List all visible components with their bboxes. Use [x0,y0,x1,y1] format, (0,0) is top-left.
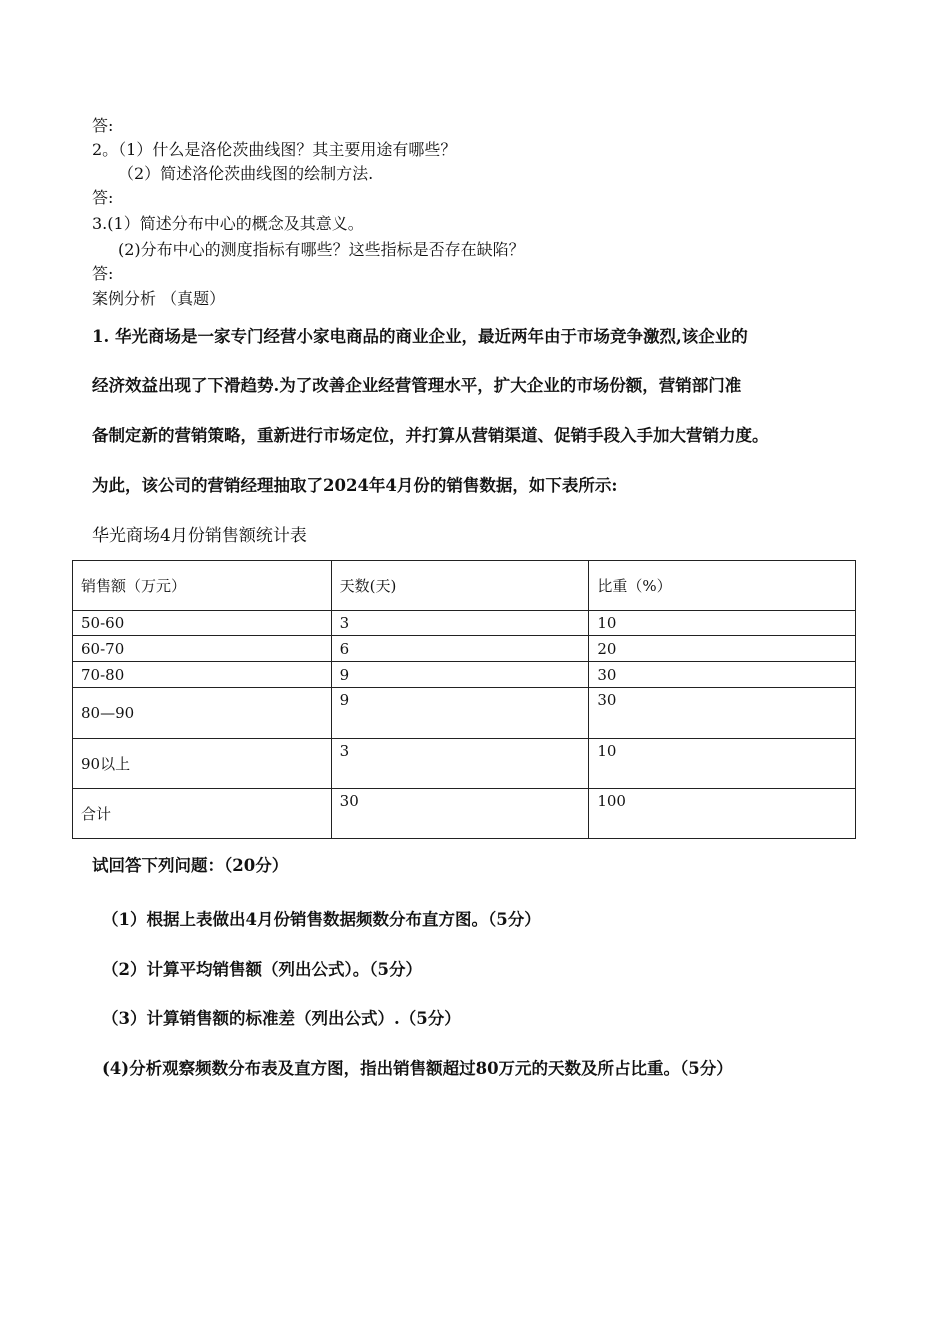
cell-proportion: 10 [589,739,856,789]
answer-label: 答: [92,116,114,135]
cell-proportion: 20 [589,636,856,662]
question-item: (4)分析观察频数分布表及直方图，指出销售额超过80万元的天数及所占比重。（5分） [102,1059,733,1078]
header-proportion: 比重（%） [589,561,856,611]
cell-total-proportion: 100 [589,789,856,839]
question-2-part-1: 2。（1）什么是洛伦茨曲线图？其主要用途有哪些？ [92,140,457,159]
table-row [73,662,856,688]
question-item: （3）计算销售额的标准差（列出公式）.（5分） [102,1009,461,1028]
table-total-row [73,789,856,839]
cell-days: 6 [331,636,589,662]
cell-sales-amount: 70-80 [73,662,332,688]
questions-intro: 试回答下列问题：（20分） [92,856,289,875]
cell-days: 3 [331,611,589,636]
table-header-row [73,561,856,611]
case-analysis-heading: 案例分析 （真题） [92,289,226,308]
table-title: 华光商场4月份销售额统计表 [92,526,307,546]
answer-label: 答: [92,188,114,207]
sales-statistics-table [72,560,856,839]
answer-label: 答: [92,264,114,283]
case-paragraph-line: 为此，该公司的营销经理抽取了2024年4月份的销售数据，如下表所示: [92,476,618,495]
table-row [73,688,856,739]
cell-days: 9 [331,662,589,688]
cell-days: 3 [331,739,589,789]
question-3-part-2: (2)分布中心的测度指标有哪些？这些指标是否存在缺陷？ [118,240,525,259]
question-item: （1）根据上表做出4月份销售数据频数分布直方图。（5分） [102,910,541,929]
question-3-part-1: 3.(1）简述分布中心的概念及其意义。 [92,214,364,233]
cell-proportion: 30 [589,688,856,739]
cell-sales-amount: 80—90 [73,688,332,739]
table-row [73,739,856,789]
cell-total-label: 合计 [73,789,332,839]
table-row [73,636,856,662]
cell-sales-amount: 60-70 [73,636,332,662]
case-paragraph-line: 备制定新的营销策略，重新进行市场定位，并打算从营销渠道、促销手段入手加大营销力度。 [92,426,769,445]
case-paragraph-line: 经济效益出现了下滑趋势.为了改善企业经营管理水平，扩大企业的市场份额，营销部门准 [92,376,742,395]
header-days: 天数(天) [331,561,589,611]
case-paragraph-line: 1. 华光商场是一家专门经营小家电商品的商业企业，最近两年由于市场竞争激烈,该企业的 [92,327,748,346]
table-row [73,611,856,636]
cell-sales-amount: 50-60 [73,611,332,636]
question-2-part-2: （2）简述洛伦茨曲线图的绘制方法. [118,164,374,183]
cell-sales-amount: 90以上 [73,739,332,789]
cell-proportion: 10 [589,611,856,636]
header-sales-amount: 销售额（万元） [73,561,332,611]
cell-proportion: 30 [589,662,856,688]
question-item: （2）计算平均销售额（列出公式）。（5分） [102,960,422,979]
cell-total-days: 30 [331,789,589,839]
cell-days: 9 [331,688,589,739]
